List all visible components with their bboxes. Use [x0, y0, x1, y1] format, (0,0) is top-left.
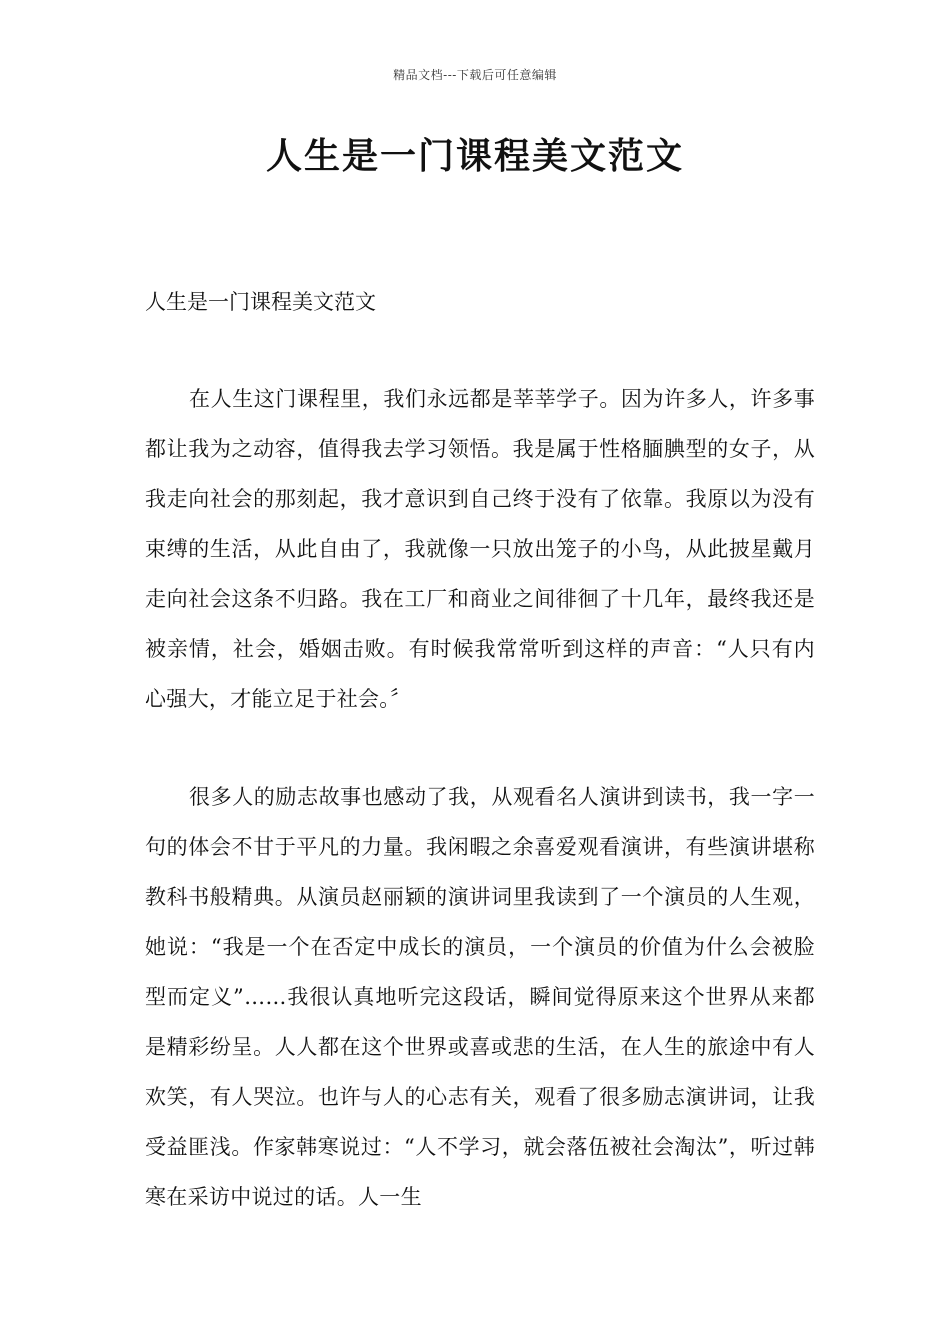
paragraph-2: 很多人的励志故事也感动了我，从观看名人演讲到读书，我一字一句的体会不甘于平凡的力量。我闲暇之余喜爱观看演讲，有些演讲堪称教科书般精典。从演员赵丽颖的演讲词里我读到了一个演员的人生观，她说：“我是一个在否定中成长的演员，一个演员的价值为什么会被脸型而定义”……我很认真地听完这段话，瞬间觉得原来这个世界从来都是精彩纷呈。人人都在这个世界或喜或悲的生活，在人生的旅途中有人欢笑，有人哭泣。也许与人的心志有关，观看了很多励志演讲词，让我受益匪浅。作家韩寒说过：“人不学习，就会落伍被社会淘汰”，听过韩寒在采访中说过的话。人一生 [145, 785, 815, 1209]
header-note: 精品文档---下载后可任意编辑 [393, 68, 557, 82]
paragraph-1: 在人生这门课程里，我们永远都是莘莘学子。因为许多人，许多事都让我为之动容，值得我去学习领悟。我是属于性格腼腆型的女子，从我走向社会的那刻起，我才意识到自己终于没有了依靠。我原以为没有束缚的生活，从此自由了，我就像一只放出笼子的小鸟，从此披星戴月走向社会这条不归路。我在工厂和商业之间徘徊了十几年，最终我还是被亲情，社会，婚姻击败。有时候我常常听到这样的声音：“人只有内心强大，才能立足于社会。〞 [145, 387, 815, 711]
document-title: 人生是一门课程美文范文 [265, 136, 684, 177]
document-body [145, 282, 815, 1270]
document-subtitle: 人生是一门课程美文范文 [145, 290, 376, 314]
